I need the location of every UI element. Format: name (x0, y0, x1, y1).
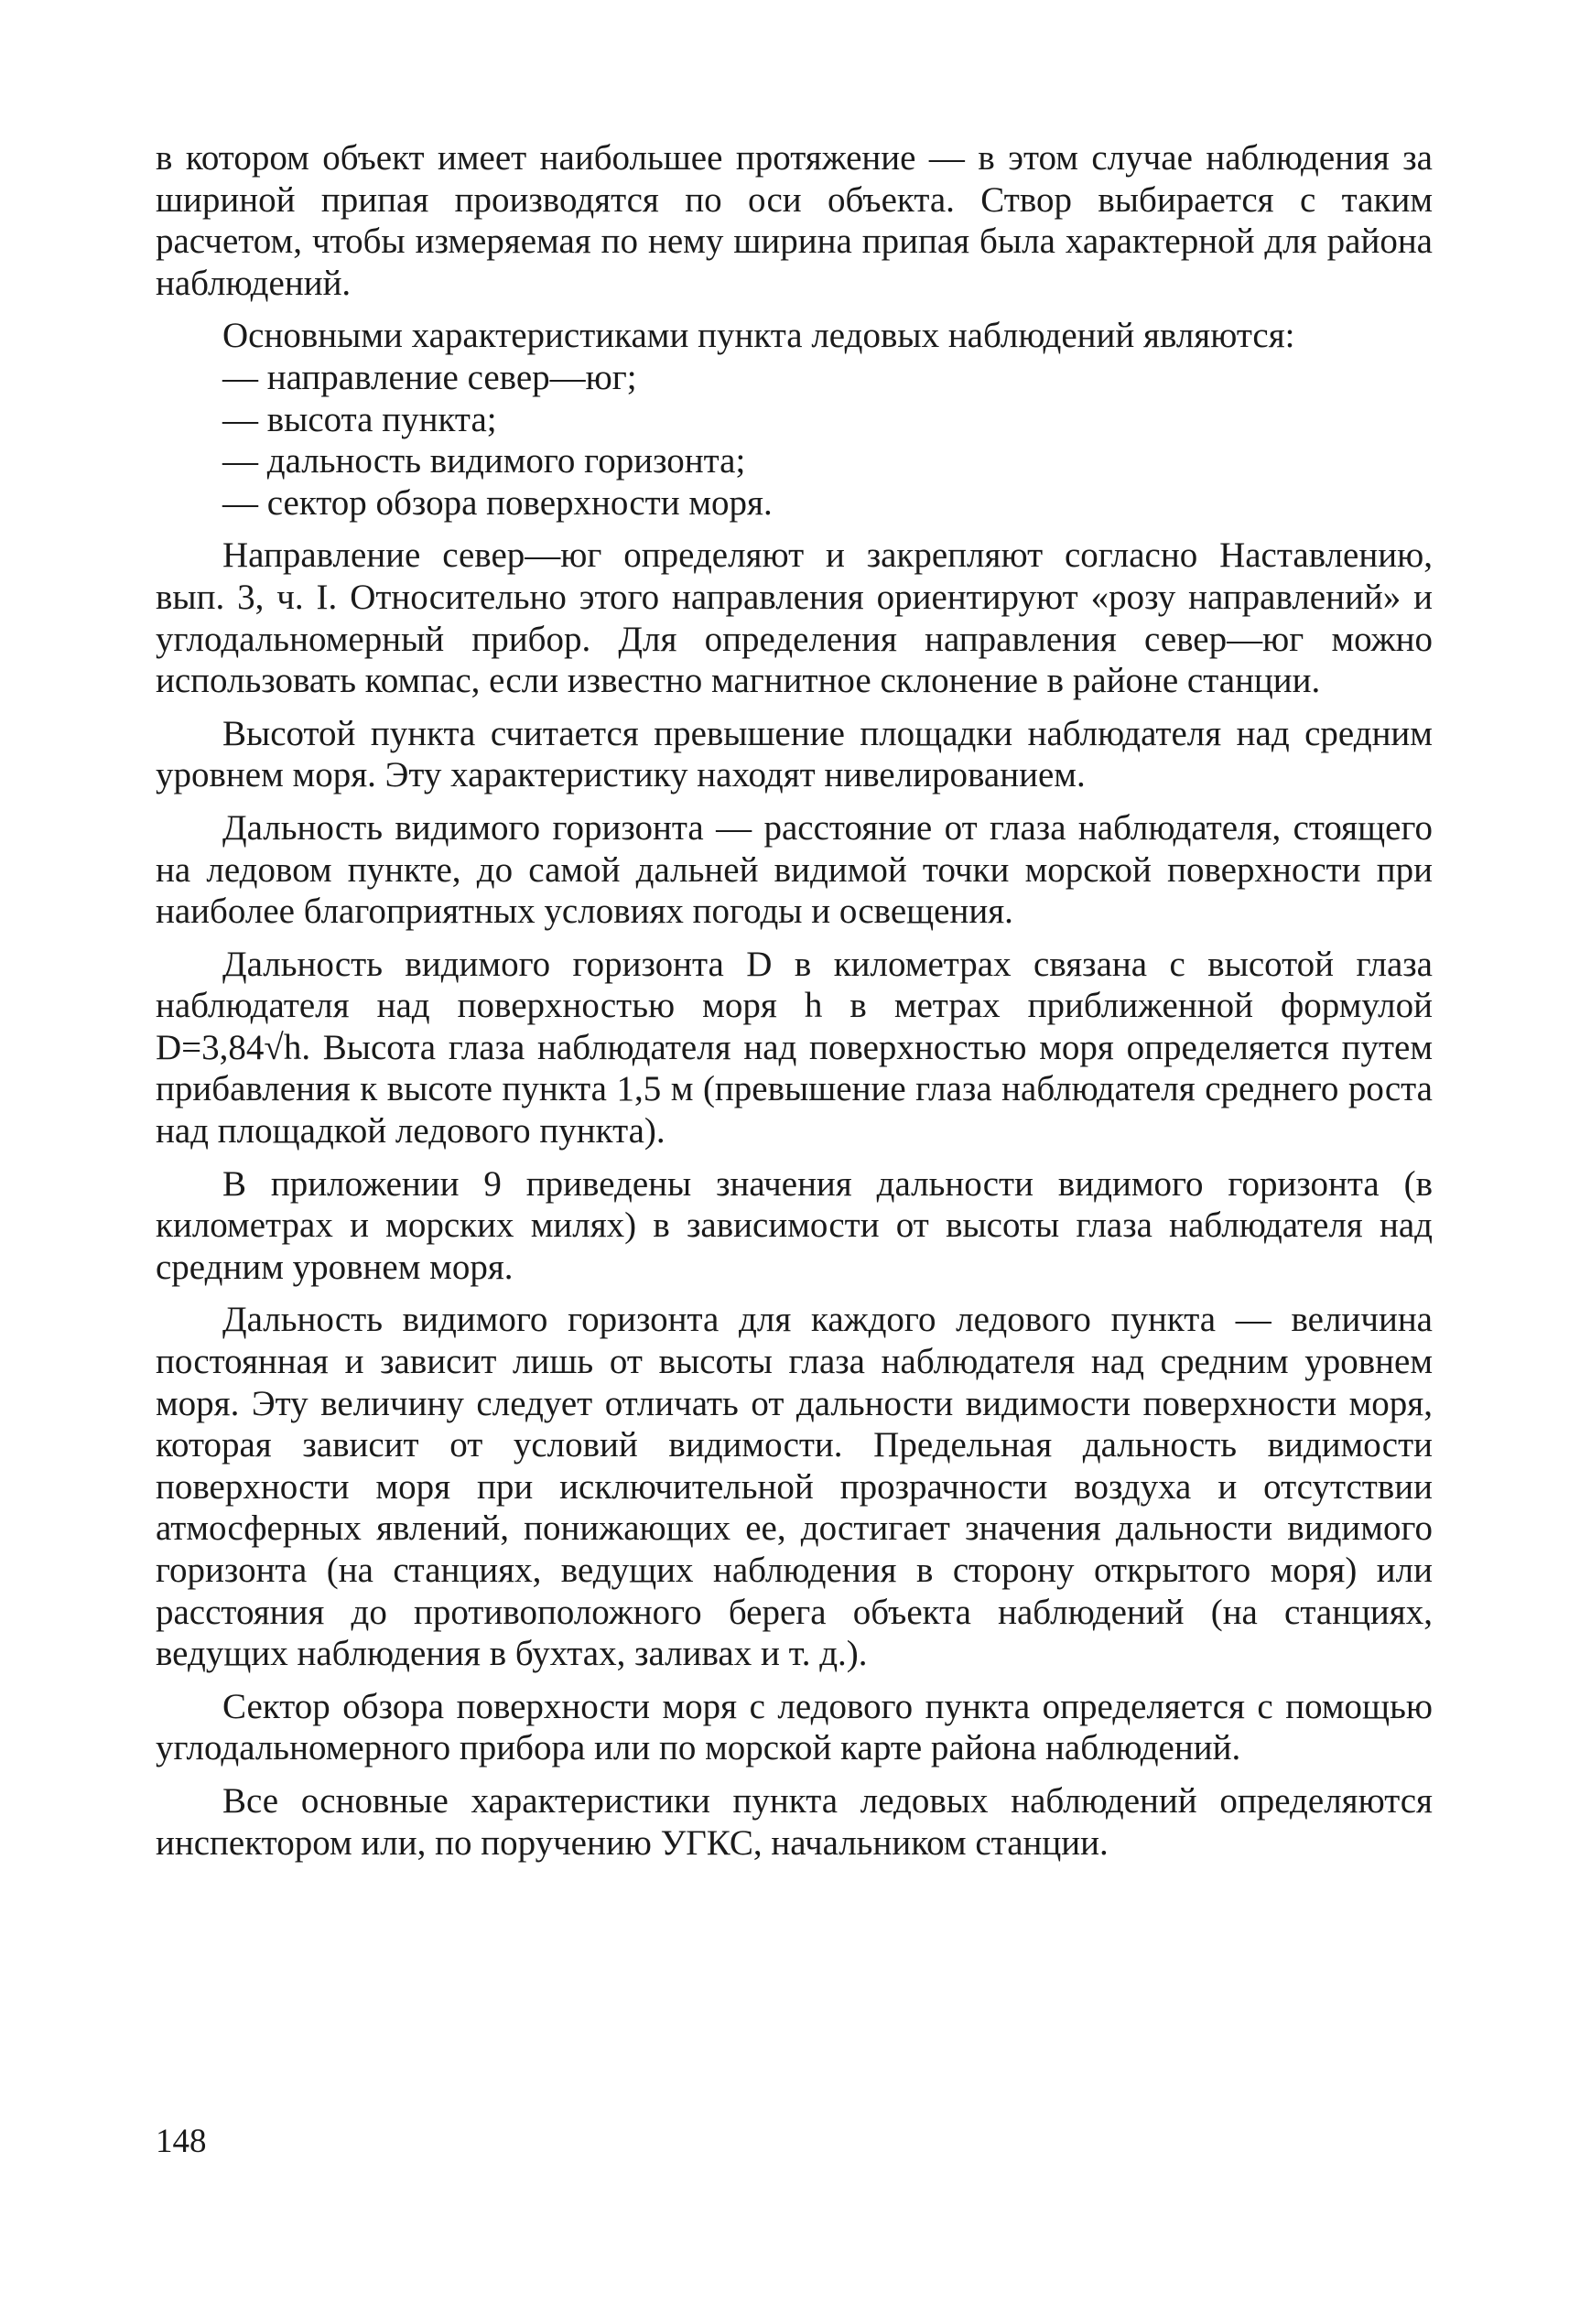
paragraph-5: Дальность видимого горизонта — расстояние от глаза наблюдателя, стоящего на ледовом пункте, до самой дальней видимой точки морской поверхности при наиболее благоприятных условиях погоды и освещения. (156, 807, 1433, 932)
paragraph-9: Сектор обзора поверхности моря с ледового пункта определяется с помощью углодальномерного прибора или по морской карте района наблюдений. (156, 1686, 1433, 1768)
page-number: 148 (156, 2123, 207, 2160)
paragraph-7: В приложении 9 приведены значения дальности видимого горизонта (в километрах и морских милях) в зависимости от высоты глаза наблюдателя над средним уровнем моря. (156, 1163, 1433, 1287)
paragraph-2: Основными характеристиками пункта ледовых наблюдений являются: (222, 316, 1295, 356)
list-item-4: — сектор обзора поверхности моря. (222, 482, 773, 523)
paragraph-1: в котором объект имеет наибольшее протяжение — в этом случае наблюдения за шириной припая производятся по оси объекта. Створ выбирается с таким расчетом, чтобы измеряемая по нему ширина припая была характерной для района наблюдений. (156, 138, 1433, 303)
list-item-1: — направление север—юг; (222, 357, 637, 397)
list-item-3: — дальность видимого горизонта; (222, 441, 746, 481)
paragraph-8: Дальность видимого горизонта для каждого ледового пункта — величина постоянная и зависит лишь от высоты глаза наблюдателя над средним уровнем моря. Эту величину следует отличать от дальности видимости поверхности моря, которая зависит от условий видимости. Предельная дальность видимости поверхности моря при исключительной прозрачности воздуха и отсутствии атмосферных явлений, понижающих ее, достигает значения дальности видимого горизонта (на станциях, ведущих наблюдения в сторону открытого моря) или расстояния до противоположного берега объекта наблюдений (на станциях, ведущих наблюдения в бухтах, заливах и т. д.). (156, 1300, 1433, 1674)
list-item-2: — высота пункта; (222, 399, 497, 439)
body-text (156, 137, 1433, 1875)
paragraph-10: Все основные характеристики пункта ледовых наблюдений определяются инспектором или, по поручению УГКС, начальником станции. (156, 1780, 1433, 1863)
paragraph-4: Высотой пункта считается превышение площадки наблюдателя над средним уровнем моря. Эту характеристику находят нивелированием. (156, 713, 1433, 795)
paragraph-6: Дальность видимого горизонта D в километрах связана с высотой глаза наблюдателя над поверхностью моря h в метрах приближенной формулой D=3,84√h. Высота глаза наблюдателя над поверхностью моря определяется путем прибавления к высоте пункта 1,5 м (превышение глаза наблюдателя среднего роста над площадкой ледового пункта). (156, 944, 1433, 1151)
paragraph-3: Направление север—юг определяют и закрепляют согласно Наставлению, вып. 3, ч. I. Относительно этого направления ориентируют «розу направлений» и углодальномерный прибор. Для определения направления север—юг можно использовать компас, если известно магнитное склонение в районе станции. (156, 535, 1433, 701)
